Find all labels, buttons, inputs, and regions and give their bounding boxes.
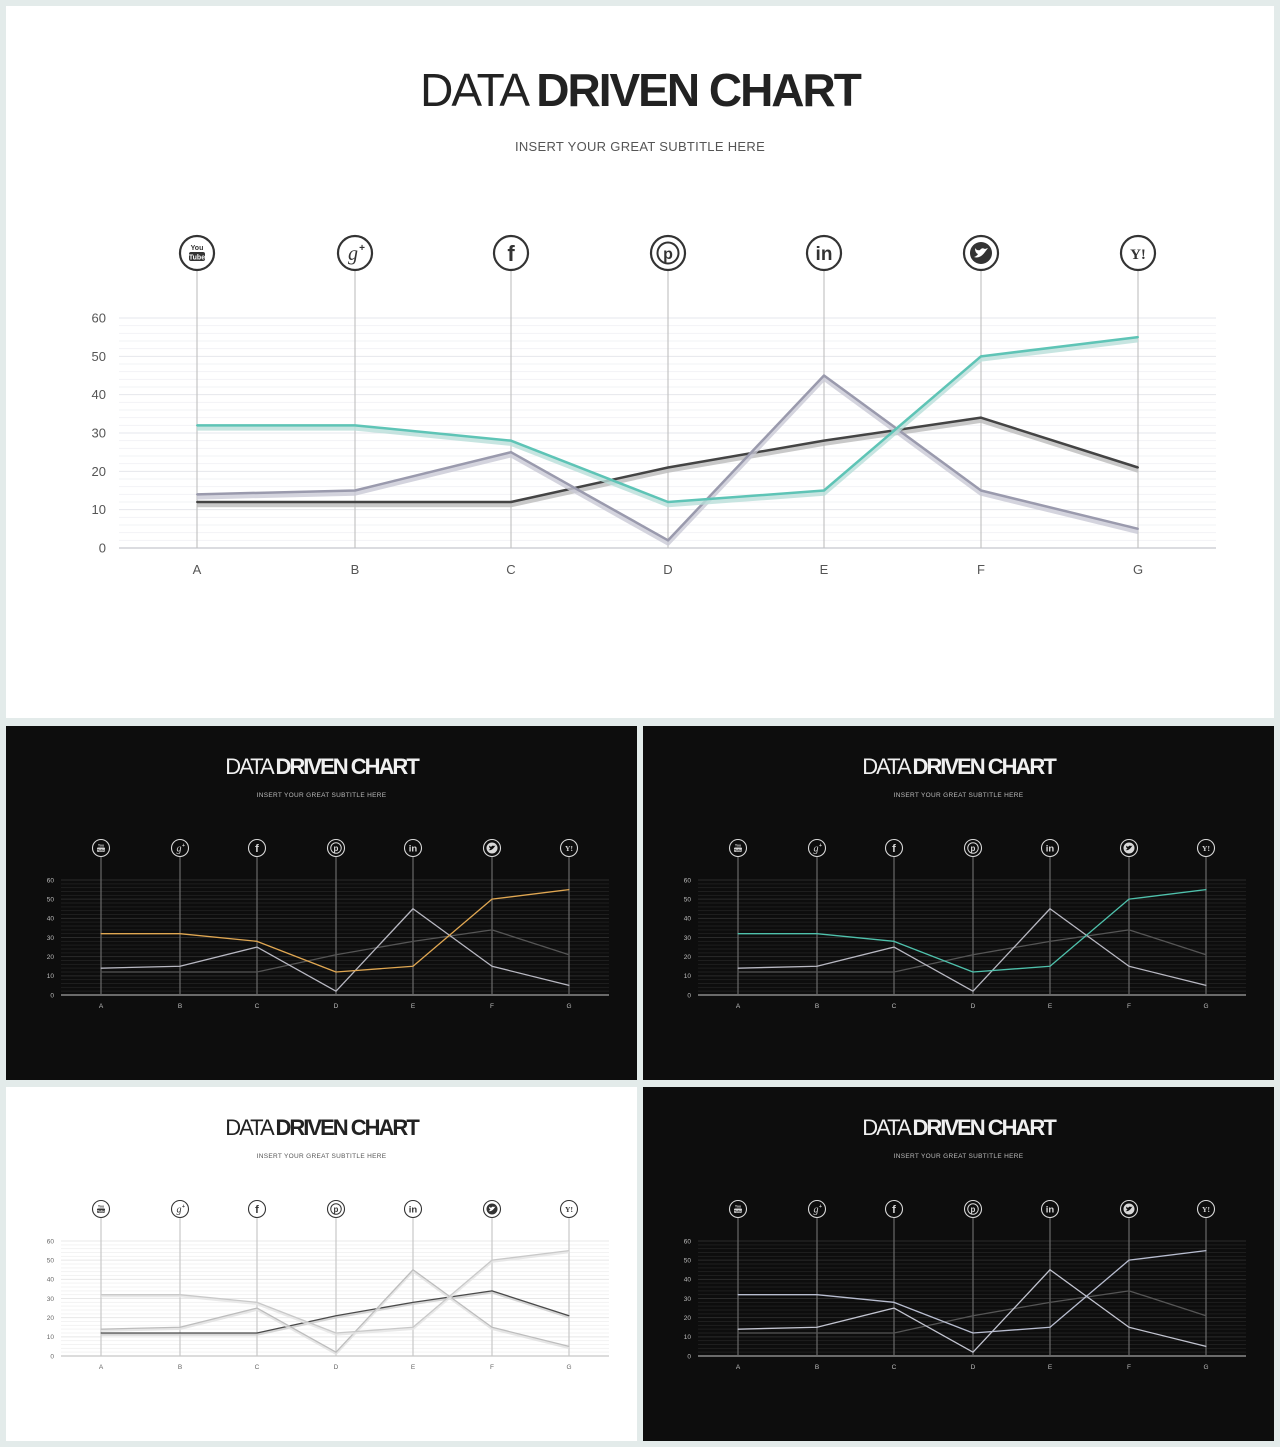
data-point	[1128, 899, 1129, 900]
data-point	[196, 501, 198, 503]
yahoo-icon	[561, 1201, 578, 1218]
svg-text:p: p	[970, 844, 976, 853]
data-point	[196, 424, 198, 426]
y-tick-label: 30	[683, 1295, 691, 1303]
y-tick-label: 10	[46, 1334, 54, 1342]
data-point	[179, 1327, 180, 1328]
youtube-icon	[730, 1201, 747, 1218]
facebook-icon	[886, 840, 903, 857]
x-tick-label: F	[490, 1003, 494, 1010]
x-tick-label: C	[891, 1364, 897, 1371]
x-tick-label: G	[566, 1003, 572, 1010]
x-tick-label: C	[254, 1003, 260, 1010]
google-plus-icon	[172, 840, 189, 857]
x-tick-label: B	[350, 562, 360, 577]
chart-title-regular: DATA	[862, 1115, 913, 1140]
chart-canvas	[6, 1087, 637, 1441]
chart-title	[862, 754, 1057, 779]
y-tick-label: 40	[683, 1276, 691, 1284]
x-tick-label: G	[1132, 562, 1144, 577]
data-point	[1205, 954, 1206, 955]
data-point	[510, 440, 512, 442]
data-point	[823, 490, 825, 492]
data-point	[980, 355, 982, 357]
data-point	[893, 971, 894, 972]
data-point	[179, 966, 180, 967]
svg-text:g: g	[813, 1204, 819, 1216]
data-point	[737, 1329, 738, 1330]
data-point	[412, 1269, 413, 1270]
series-line-accent	[738, 890, 1206, 972]
svg-text:You: You	[734, 1204, 742, 1209]
data-point	[1137, 467, 1139, 469]
y-tick-label: 20	[683, 1314, 691, 1322]
chart-title-regular: DATA	[225, 754, 276, 779]
youtube-icon	[93, 840, 110, 857]
data-point	[412, 941, 413, 942]
svg-text:+: +	[359, 243, 365, 254]
x-tick-label: B	[814, 1003, 820, 1010]
svg-text:f: f	[255, 843, 259, 855]
data-point	[737, 1332, 738, 1333]
data-point	[100, 1332, 101, 1333]
data-point	[893, 1332, 894, 1333]
data-point	[179, 933, 180, 934]
svg-text:g: g	[176, 1204, 182, 1216]
series-line-accent	[101, 890, 569, 972]
x-tick-label: B	[177, 1003, 183, 1010]
x-tick-label: G	[566, 1364, 572, 1371]
svg-text:in: in	[1045, 1204, 1055, 1216]
x-tick-label: B	[814, 1364, 820, 1371]
slide-dark-orange	[6, 726, 637, 1080]
chart-title-regular: DATA	[225, 1115, 276, 1140]
twitter-icon	[484, 1201, 501, 1218]
data-point	[823, 440, 825, 442]
data-point	[893, 947, 894, 948]
y-tick-label: 20	[91, 463, 106, 479]
data-point	[972, 1315, 973, 1316]
svg-text:in: in	[408, 1204, 418, 1216]
x-tick-label: E	[410, 1364, 416, 1371]
chart-canvas	[6, 6, 1274, 718]
data-point	[667, 539, 669, 541]
x-tick-label: A	[735, 1364, 741, 1371]
data-point	[1049, 1302, 1050, 1303]
y-tick-label: 30	[46, 1295, 54, 1303]
data-point	[510, 451, 512, 453]
svg-text:p: p	[970, 1205, 976, 1214]
twitter-icon	[1121, 840, 1138, 857]
chart-subtitle: INSERT YOUR GREAT SUBTITLE HERE	[256, 1153, 387, 1160]
data-point	[100, 968, 101, 969]
chart-subtitle: INSERT YOUR GREAT SUBTITLE HERE	[514, 139, 766, 154]
data-point	[100, 1329, 101, 1330]
svg-text:Y!: Y!	[565, 844, 573, 853]
y-tick-label: 40	[46, 1276, 54, 1284]
data-point	[491, 899, 492, 900]
chart-title-bold: DRIVEN CHART	[536, 64, 860, 116]
data-point	[335, 1315, 336, 1316]
data-point	[1137, 336, 1139, 338]
slide-dark-teal	[643, 726, 1274, 1080]
chart-subtitle: INSERT YOUR GREAT SUBTITLE HERE	[893, 1153, 1024, 1160]
x-tick-label: D	[970, 1003, 976, 1010]
yahoo-icon	[1198, 1201, 1215, 1218]
y-tick-label: 30	[683, 934, 691, 942]
y-tick-label: 10	[91, 502, 106, 518]
facebook-icon	[494, 236, 528, 270]
svg-text:Y!: Y!	[1130, 247, 1146, 263]
data-point	[893, 1308, 894, 1309]
y-tick-label: 10	[683, 1334, 691, 1342]
chart-subtitle: INSERT YOUR GREAT SUBTITLE HERE	[256, 792, 387, 799]
y-tick-label: 10	[683, 973, 691, 981]
x-tick-label: A	[735, 1003, 741, 1010]
pinterest-icon	[328, 1201, 345, 1218]
data-point	[1128, 1290, 1129, 1291]
x-tick-label: C	[891, 1003, 897, 1010]
data-point	[972, 954, 973, 955]
data-point	[412, 1327, 413, 1328]
x-tick-label: B	[177, 1364, 183, 1371]
data-point	[412, 1302, 413, 1303]
data-point	[491, 929, 492, 930]
data-point	[667, 501, 669, 503]
chart-title-regular: DATA	[420, 64, 537, 116]
series-line-primary	[738, 930, 1206, 972]
data-point	[1128, 1260, 1129, 1261]
x-tick-label: D	[970, 1364, 976, 1371]
data-point	[256, 941, 257, 942]
y-tick-label: 50	[46, 896, 54, 904]
data-point	[412, 966, 413, 967]
x-tick-label: G	[1203, 1003, 1209, 1010]
chart-canvas	[6, 726, 637, 1080]
data-point	[568, 954, 569, 955]
slide-main	[6, 6, 1274, 718]
chart-canvas	[643, 1087, 1274, 1441]
svg-text:Tube: Tube	[733, 848, 743, 853]
youtube-icon	[180, 236, 214, 270]
svg-text:p: p	[663, 246, 673, 263]
svg-text:g: g	[813, 843, 819, 855]
linkedin-icon	[405, 840, 422, 857]
series-line-primary	[101, 930, 569, 972]
chart-title-bold: DRIVEN CHART	[275, 1115, 418, 1140]
slide-dark-gray	[643, 1087, 1274, 1441]
data-point	[179, 971, 180, 972]
data-point	[1205, 1315, 1206, 1316]
x-tick-label: A	[98, 1364, 104, 1371]
pinterest-icon	[651, 236, 685, 270]
x-tick-label: F	[1127, 1364, 1131, 1371]
data-point	[1049, 1327, 1050, 1328]
data-point	[568, 889, 569, 890]
grid	[61, 880, 609, 995]
data-point	[335, 971, 336, 972]
svg-text:+: +	[819, 843, 822, 849]
chart-title-bold: DRIVEN CHART	[912, 754, 1055, 779]
svg-text:Tube: Tube	[188, 254, 206, 262]
google-plus-icon	[172, 1201, 189, 1218]
series-line-secondary	[738, 909, 1206, 991]
svg-text:g: g	[348, 243, 358, 265]
svg-text:You: You	[97, 1204, 105, 1209]
data-point	[1205, 889, 1206, 890]
x-tick-label: F	[977, 562, 985, 577]
pinterest-icon	[328, 840, 345, 857]
data-point	[568, 1346, 569, 1347]
svg-text:+: +	[182, 1204, 185, 1210]
series-line-primary	[738, 1291, 1206, 1333]
chart-title-bold: DRIVEN CHART	[912, 1115, 1055, 1140]
svg-text:p: p	[333, 1205, 339, 1214]
data-point	[491, 1327, 492, 1328]
x-tick-label: D	[333, 1364, 339, 1371]
y-tick-label: 20	[46, 1314, 54, 1322]
data-point	[196, 493, 198, 495]
y-tick-label: 0	[687, 1353, 691, 1361]
data-point	[1049, 966, 1050, 967]
y-tick-label: 50	[683, 896, 691, 904]
y-tick-label: 40	[683, 915, 691, 923]
data-point	[335, 1352, 336, 1353]
data-point	[972, 991, 973, 992]
y-tick-label: 40	[46, 915, 54, 923]
linkedin-icon	[1042, 840, 1059, 857]
svg-text:Y!: Y!	[565, 1205, 573, 1214]
data-point	[510, 501, 512, 503]
data-point	[568, 1250, 569, 1251]
svg-text:+: +	[182, 843, 185, 849]
yahoo-icon	[561, 840, 578, 857]
data-point	[256, 1302, 257, 1303]
data-point	[256, 947, 257, 948]
x-tick-label: D	[333, 1003, 339, 1010]
svg-text:You: You	[190, 245, 204, 252]
y-tick-label: 30	[46, 934, 54, 942]
data-point	[491, 1290, 492, 1291]
grid	[698, 1241, 1246, 1356]
data-point	[100, 933, 101, 934]
series-line-shadow	[101, 1271, 569, 1353]
data-point	[737, 1294, 738, 1295]
youtube-icon	[93, 1201, 110, 1218]
x-tick-label: F	[1127, 1003, 1131, 1010]
svg-text:f: f	[892, 843, 896, 855]
data-point	[972, 1352, 973, 1353]
svg-text:+: +	[819, 1204, 822, 1210]
data-point	[737, 971, 738, 972]
google-plus-icon	[338, 236, 372, 270]
slide-light-gray	[6, 1087, 637, 1441]
x-tick-label: D	[663, 562, 673, 577]
y-tick-label: 0	[50, 992, 54, 1000]
series-line-secondary	[101, 909, 569, 991]
data-point	[1128, 966, 1129, 967]
svg-text:f: f	[507, 241, 515, 266]
data-point	[972, 1332, 973, 1333]
data-point	[1128, 1327, 1129, 1328]
data-point	[354, 490, 356, 492]
chart-title	[862, 1115, 1057, 1140]
data-point	[893, 1302, 894, 1303]
svg-text:Tube: Tube	[96, 848, 106, 853]
series-line-accent	[738, 1251, 1206, 1333]
y-tick-label: 20	[46, 953, 54, 961]
data-point	[980, 417, 982, 419]
svg-text:in: in	[815, 244, 833, 265]
x-tick-label: E	[1047, 1003, 1053, 1010]
y-tick-label: 60	[683, 1238, 691, 1246]
yahoo-icon	[1198, 840, 1215, 857]
facebook-icon	[249, 1201, 266, 1218]
pinterest-icon	[965, 840, 982, 857]
data-point	[823, 375, 825, 377]
data-point	[1205, 1250, 1206, 1251]
data-point	[667, 467, 669, 469]
youtube-icon	[730, 840, 747, 857]
yahoo-icon	[1121, 236, 1155, 270]
data-point	[568, 985, 569, 986]
svg-text:Y!: Y!	[1202, 1205, 1210, 1214]
svg-text:g: g	[176, 843, 182, 855]
svg-text:Tube: Tube	[733, 1209, 743, 1214]
data-point	[1049, 908, 1050, 909]
y-tick-label: 0	[687, 992, 691, 1000]
data-point	[816, 933, 817, 934]
data-point	[100, 1294, 101, 1295]
y-tick-label: 0	[50, 1353, 54, 1361]
data-point	[1137, 528, 1139, 530]
x-tick-label: C	[506, 562, 516, 577]
data-point	[816, 1327, 817, 1328]
data-point	[335, 954, 336, 955]
data-point	[354, 501, 356, 503]
google-plus-icon	[809, 840, 826, 857]
y-tick-label: 60	[683, 877, 691, 885]
data-point	[568, 1315, 569, 1316]
y-tick-label: 10	[46, 973, 54, 981]
chart-title-bold: DRIVEN CHART	[275, 754, 418, 779]
y-tick-label: 60	[91, 310, 106, 326]
data-point	[737, 968, 738, 969]
data-point	[816, 971, 817, 972]
y-tick-label: 30	[91, 425, 106, 441]
x-tick-label: E	[410, 1003, 416, 1010]
x-tick-label: F	[490, 1364, 494, 1371]
twitter-icon	[964, 236, 998, 270]
svg-text:p: p	[333, 844, 339, 853]
data-point	[491, 1260, 492, 1261]
svg-text:You: You	[97, 843, 105, 848]
data-point	[256, 1332, 257, 1333]
x-tick-label: C	[254, 1364, 260, 1371]
x-tick-label: G	[1203, 1364, 1209, 1371]
data-point	[354, 424, 356, 426]
series-line-accent	[101, 1251, 569, 1333]
svg-text:Y!: Y!	[1202, 844, 1210, 853]
chart-canvas	[643, 726, 1274, 1080]
x-tick-label: A	[98, 1003, 104, 1010]
svg-text:f: f	[892, 1204, 896, 1216]
svg-text:Tube: Tube	[96, 1209, 106, 1214]
data-point	[1049, 941, 1050, 942]
pinterest-icon	[965, 1201, 982, 1218]
y-tick-label: 0	[98, 540, 106, 556]
data-point	[816, 1294, 817, 1295]
data-point	[816, 966, 817, 967]
grid	[698, 880, 1246, 995]
data-point	[100, 971, 101, 972]
y-tick-label: 50	[46, 1257, 54, 1265]
data-point	[1049, 1269, 1050, 1270]
data-point	[972, 971, 973, 972]
chart-title	[225, 754, 420, 779]
data-point	[335, 991, 336, 992]
data-point	[179, 1332, 180, 1333]
y-tick-label: 60	[46, 1238, 54, 1246]
data-point	[256, 971, 257, 972]
data-point	[980, 490, 982, 492]
data-point	[335, 1332, 336, 1333]
linkedin-icon	[807, 236, 841, 270]
data-point	[893, 941, 894, 942]
series-line-secondary	[738, 1270, 1206, 1352]
series-line-secondary	[101, 1270, 569, 1352]
chart-subtitle: INSERT YOUR GREAT SUBTITLE HERE	[893, 792, 1024, 799]
x-tick-label: E	[1047, 1364, 1053, 1371]
chart-title-regular: DATA	[862, 754, 913, 779]
data-point	[491, 966, 492, 967]
y-tick-label: 60	[46, 877, 54, 885]
svg-text:f: f	[255, 1204, 259, 1216]
svg-text:in: in	[1045, 843, 1055, 855]
data-point	[1128, 929, 1129, 930]
y-tick-label: 50	[91, 348, 106, 364]
chart-title	[225, 1115, 420, 1140]
linkedin-icon	[405, 1201, 422, 1218]
google-plus-icon	[809, 1201, 826, 1218]
data-point	[1205, 985, 1206, 986]
chart-title	[420, 64, 862, 116]
data-point	[256, 1308, 257, 1309]
y-tick-label: 20	[683, 953, 691, 961]
data-point	[816, 1332, 817, 1333]
x-tick-label: A	[192, 562, 202, 577]
svg-text:You: You	[734, 843, 742, 848]
facebook-icon	[886, 1201, 903, 1218]
linkedin-icon	[1042, 1201, 1059, 1218]
data-point	[412, 908, 413, 909]
data-point	[179, 1294, 180, 1295]
data-point	[737, 933, 738, 934]
y-tick-label: 40	[91, 387, 106, 403]
x-tick-label: E	[819, 562, 829, 577]
svg-text:in: in	[408, 843, 418, 855]
twitter-icon	[1121, 1201, 1138, 1218]
facebook-icon	[249, 840, 266, 857]
twitter-icon	[484, 840, 501, 857]
data-point	[1205, 1346, 1206, 1347]
y-tick-label: 50	[683, 1257, 691, 1265]
